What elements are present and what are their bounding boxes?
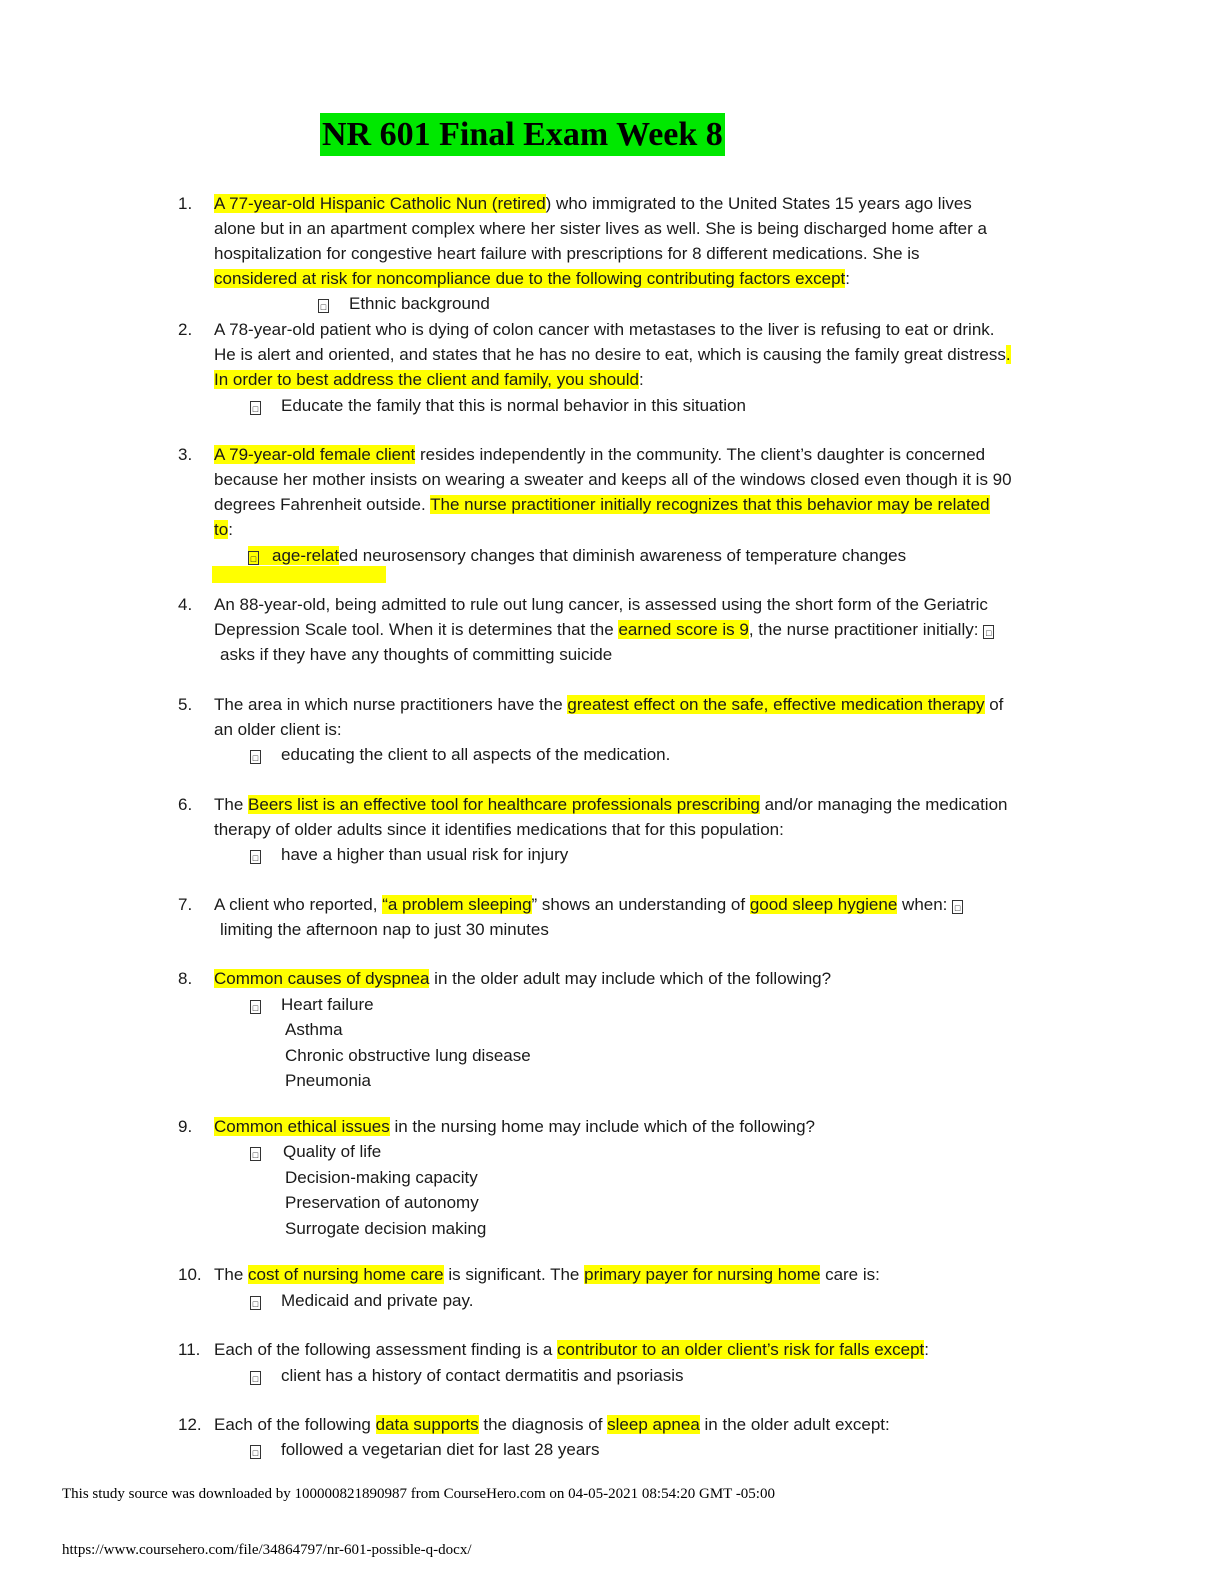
question-text-segment: , the nurse practitioner initially: — [748, 620, 984, 639]
highlighted-text: Beers list is an effective tool for healthcare professionals prescribing — [248, 795, 760, 814]
highlighted-text: “a problem sleeping — [382, 895, 532, 914]
question-text-segment: : — [924, 1340, 930, 1359]
answer-text: Pneumonia — [285, 1071, 372, 1090]
checkbox-glyph-icon: □ — [250, 401, 261, 415]
question-number: 10. — [178, 1265, 202, 1284]
answer-item — [250, 1363, 684, 1388]
question-text — [214, 442, 1084, 542]
question-number: 8. — [178, 969, 193, 988]
answer-text: Chronic obstructive lung disease — [285, 1046, 531, 1065]
answer-text: Ethnic background — [349, 294, 490, 313]
highlighted-text: In order to best address the client and family, you should — [214, 370, 639, 389]
question-number: 9. — [178, 1117, 193, 1136]
question-text-segment: A client who reported, — [214, 895, 383, 914]
highlighted-text: sleep apnea — [607, 1415, 700, 1434]
answer-text: Educate the family that this is normal behavior in this situation — [281, 396, 746, 415]
answer-item — [250, 1139, 381, 1164]
question-text-segment: The — [214, 1265, 249, 1284]
question-text-segment: A 78-year-old patient who is dying of colon cancer with metastases to the liver is refusing to eat or drink. — [214, 320, 995, 339]
question-text-segment: resides independently in the community. The client’s daughter is concerned — [415, 445, 986, 464]
question-text-segment: and/or managing the medication — [759, 795, 1008, 814]
question-text — [214, 1412, 1084, 1437]
question-text-segment: in the older adult may include which of the following? — [429, 969, 832, 988]
answer-text: Preservation of autonomy — [285, 1193, 479, 1212]
question-number: 4. — [178, 595, 193, 614]
question-text-segment: The area in which nurse practitioners have the — [214, 695, 568, 714]
question-text — [214, 592, 1084, 667]
checkbox-glyph-icon: □ — [250, 1445, 261, 1459]
highlighted-text: Common ethical issues — [214, 1117, 390, 1136]
checkbox-glyph-icon: □ — [250, 1371, 261, 1385]
answer-text: Quality of life — [283, 1142, 382, 1161]
question-text — [214, 317, 1084, 392]
question-number: 5. — [178, 695, 193, 714]
answer-text: Decision-making capacity — [285, 1168, 478, 1187]
question-text-segment: He is alert and oriented, and states that he has no desire to eat, which is causing the family great distress — [214, 345, 1006, 364]
answer-text: ed neurosensory changes that diminish awareness of temperature changes — [339, 546, 907, 565]
highlighted-text: A 77-year-old Hispanic Catholic Nun (retired — [214, 194, 546, 213]
answer-text: have a higher than usual risk for injury — [281, 845, 569, 864]
page-title: NR 601 Final Exam Week 8 — [320, 113, 725, 156]
question-text — [214, 692, 1084, 742]
question-text — [214, 892, 1084, 942]
question-number: 12. — [178, 1415, 202, 1434]
question-text-segment: Each of the following assessment finding is a — [214, 1340, 558, 1359]
highlighted-text: age-relat — [272, 546, 340, 565]
answer-item — [250, 742, 670, 767]
question-text — [214, 1114, 1084, 1139]
highlighted-text: earned score is 9 — [618, 620, 749, 639]
question-number: 3. — [178, 445, 193, 464]
highlighted-text: The nurse practitioner initially recognizes that this behavior may be related — [430, 495, 990, 514]
question-number: 7. — [178, 895, 193, 914]
answer-text: limiting the afternoon nap to just 30 minutes — [220, 920, 549, 939]
answer-text: Heart failure — [281, 995, 374, 1014]
question-text-segment: care is: — [820, 1265, 880, 1284]
answer-item — [250, 1437, 599, 1462]
question-text — [214, 1337, 1084, 1362]
checkbox-glyph-icon: □ — [248, 551, 259, 565]
question-text-segment: because her mother insists on wearing a sweater and keeps all of the windows closed even though it is 90 — [214, 470, 1012, 489]
question-text-segment: degrees Fahrenheit outside. — [214, 495, 431, 514]
checkbox-glyph-icon: □ — [250, 1147, 261, 1161]
highlighted-text: Common causes of dyspnea — [214, 969, 430, 988]
question-text — [214, 792, 1084, 842]
source-url-link[interactable]: https://www.coursehero.com/file/34864797/nr-601-possible-q-docx/ — [62, 1542, 472, 1558]
highlight-mark — [212, 566, 386, 583]
answer-item — [318, 291, 490, 316]
highlighted-text: primary payer for nursing home — [584, 1265, 821, 1284]
question-text-segment: An 88-year-old, being admitted to rule out lung cancer, is assessed using the short form of the Geriatric — [214, 595, 988, 614]
highlighted-text: greatest effect on the safe, effective medication therapy — [567, 695, 985, 714]
question-text — [214, 1262, 1084, 1287]
checkbox-glyph-icon: □ — [318, 299, 329, 313]
download-source-note: This study source was downloaded by 100000821890987 from CourseHero.com on 04-05-2021 08:54:20 GMT -05:00 — [62, 1486, 775, 1502]
highlighted-text: cost of nursing home care — [248, 1265, 444, 1284]
question-text-segment: : — [638, 370, 644, 389]
question-text-segment: an older client is: — [214, 720, 342, 739]
question-text-segment: hospitalization for congestive heart failure with prescriptions for 8 different medications. She is — [214, 244, 920, 263]
question-text-segment: Depression Scale tool. When it is determines that the — [214, 620, 619, 639]
question-text — [214, 191, 1084, 291]
checkbox-glyph-icon: □ — [983, 625, 994, 639]
highlighted-text: considered at risk for noncompliance due to the following contributing factors except — [214, 269, 846, 288]
answer-text: followed a vegetarian diet for last 28 years — [281, 1440, 600, 1459]
answer-text: educating the client to all aspects of the medication. — [281, 745, 671, 764]
answer-text: Medicaid and private pay. — [281, 1291, 474, 1310]
checkbox-glyph-icon: □ — [250, 1000, 261, 1014]
question-text-segment: alone but in an apartment complex where her sister lives as well. She is being discharged home after a — [214, 219, 987, 238]
question-text-segment: : — [845, 269, 850, 288]
highlighted-text: data supports — [375, 1415, 479, 1434]
answer-item — [250, 992, 374, 1017]
question-text-segment: ) who immigrated to the United States 15 years ago lives — [545, 194, 972, 213]
question-text-segment: is significant. The — [443, 1265, 585, 1284]
question-text-segment: the diagnosis of — [478, 1415, 608, 1434]
checkbox-glyph-icon: □ — [250, 750, 261, 764]
answer-item — [248, 543, 906, 568]
question-text-segment: when: — [897, 895, 953, 914]
question-text-segment: The — [214, 795, 249, 814]
question-text-segment: : — [228, 520, 233, 539]
answer-text: Asthma — [285, 1020, 343, 1039]
question-number: 6. — [178, 795, 193, 814]
question-number: 2. — [178, 320, 193, 339]
question-text-segment: ” shows an understanding of — [531, 895, 750, 914]
highlighted-text: . — [1005, 345, 1011, 364]
answer-text: asks if they have any thoughts of committing suicide — [220, 645, 613, 664]
question-text-segment: in the nursing home may include which of the following? — [389, 1117, 815, 1136]
checkbox-glyph-icon: □ — [250, 1296, 261, 1310]
question-text — [214, 966, 1084, 991]
answer-text: client has a history of contact dermatitis and psoriasis — [281, 1366, 684, 1385]
question-text-segment: Each of the following — [214, 1415, 376, 1434]
highlighted-text: contributor to an older client’s risk for falls except — [557, 1340, 925, 1359]
answer-text: Surrogate decision making — [285, 1219, 487, 1238]
question-number: 1. — [178, 194, 193, 213]
question-text-segment: therapy of older adults since it identifies medications that for this population: — [214, 820, 784, 839]
highlighted-text: A 79-year-old female client — [214, 445, 416, 464]
highlighted-text: to — [214, 520, 229, 539]
answer-item — [250, 1288, 473, 1313]
question-number: 11. — [178, 1340, 201, 1359]
question-text-segment: in the older adult except: — [699, 1415, 890, 1434]
highlighted-text: good sleep hygiene — [749, 895, 898, 914]
checkbox-glyph-icon: □ — [250, 850, 261, 864]
question-text-segment: of — [984, 695, 1004, 714]
answer-item — [250, 393, 746, 418]
checkbox-glyph-icon: □ — [952, 900, 963, 914]
answer-item — [250, 842, 568, 867]
